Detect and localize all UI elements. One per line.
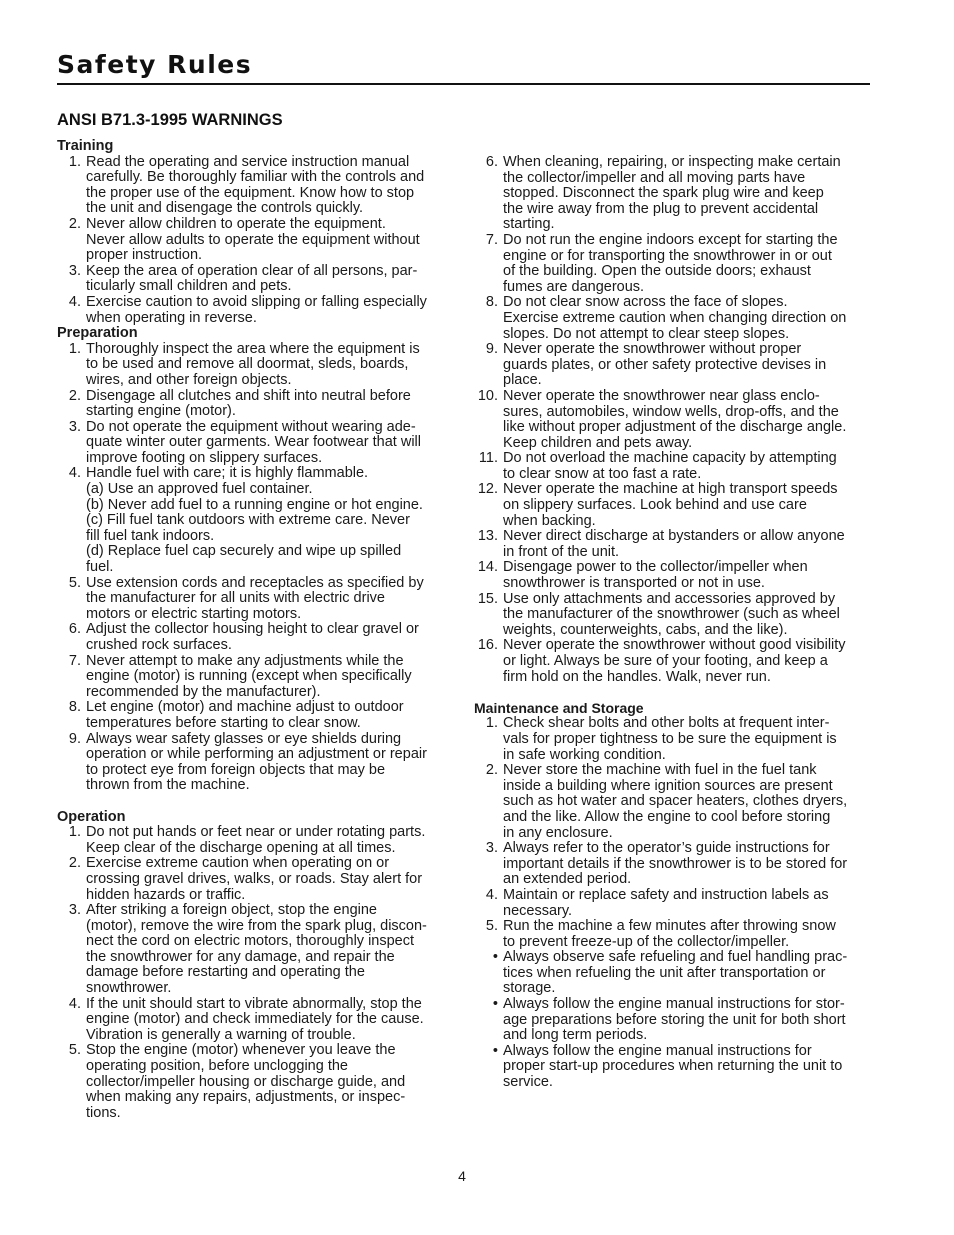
item-text	[503, 592, 874, 639]
item-line: Do not overload the machine capacity by attempting	[503, 450, 837, 467]
item-number: 3.	[68, 262, 81, 279]
item-line: the manufacturer of the snowthrower (such as wheel	[503, 606, 840, 623]
list-item	[474, 716, 874, 763]
item-line: Keep the area of operation clear of all persons, par-	[86, 262, 418, 279]
item-number: 2.	[68, 855, 81, 872]
item-line: when backing.	[503, 512, 596, 529]
item-line: Keep clear of the discharge opening at all times.	[86, 839, 396, 856]
list-item	[57, 903, 457, 997]
item-text	[503, 950, 874, 997]
item-line: Never operate the snowthrower near glass enclo-	[503, 387, 820, 404]
item-line: crushed rock surfaces.	[86, 637, 232, 653]
item-number: •	[492, 996, 498, 1013]
item-line: (a) Use an approved fuel container.	[86, 481, 313, 498]
item-line: to protect eye from foreign objects that may be	[86, 761, 386, 778]
item-line: Never operate the snowthrower without proper	[503, 341, 802, 358]
list-item	[474, 592, 874, 639]
item-text	[86, 1043, 457, 1121]
list-item	[57, 342, 457, 389]
item-line: tions.	[86, 1104, 121, 1121]
item-text	[86, 732, 457, 794]
list-item	[474, 342, 874, 389]
right-column	[474, 155, 874, 1091]
item-text	[503, 295, 874, 342]
list-item	[474, 451, 874, 482]
item-line: Let engine (motor) and machine adjust to outdoor	[86, 699, 404, 716]
item-line: fill fuel tank indoors.	[86, 527, 215, 544]
item-line: slopes. Do not attempt to clear steep slopes.	[503, 325, 790, 342]
item-line: (b) Never add fuel to a running engine or hot engine.	[86, 496, 423, 513]
item-line: snowthrower.	[86, 980, 172, 997]
list-item	[57, 155, 457, 217]
item-text	[86, 997, 457, 1044]
item-number: 8.	[485, 294, 498, 311]
section-title: ANSI B71.3-1995 WARNINGS	[57, 111, 283, 129]
item-line: the proper use of the equipment. Know how to stop	[86, 184, 415, 201]
item-line: and the like. Allow the engine to cool before storing	[503, 808, 831, 825]
item-number: 4.	[68, 995, 81, 1012]
item-line: hidden hazards or traffic.	[86, 886, 246, 903]
page-title: Safety Rules	[57, 50, 253, 79]
item-line: operating position, before unclogging the	[86, 1058, 348, 1075]
item-text	[503, 155, 874, 233]
item-line: vals for proper tightness to be sure the equipment is	[503, 730, 837, 747]
maintenance-heading: Maintenance and Storage	[474, 699, 644, 716]
item-line: (motor), remove the wire from the spark plug, discon-	[86, 917, 427, 934]
item-line: Never operate the snowthrower without good visibility	[503, 637, 846, 654]
item-number: 3.	[68, 902, 81, 919]
item-line: on slippery surfaces. Look behind and use care	[503, 497, 807, 514]
item-number: 4.	[485, 886, 498, 903]
item-line: Maintain or replace safety and instruction labels as	[503, 886, 829, 903]
item-line: starting engine (motor).	[86, 403, 236, 420]
item-text	[86, 420, 457, 467]
list-item	[57, 1043, 457, 1121]
list-item	[474, 482, 874, 529]
item-number: 4.	[68, 465, 81, 482]
item-line: Use extension cords and receptacles as specified by	[86, 574, 424, 591]
left-column	[57, 139, 457, 1121]
item-line: tices when refueling the unit after transportation or	[503, 964, 826, 981]
item-line: crossing gravel drives, walks, or roads. Stay alert for	[86, 870, 423, 887]
item-number: •	[492, 1042, 498, 1059]
list-item	[57, 295, 457, 326]
list-item	[474, 155, 874, 233]
training-list	[57, 155, 457, 327]
item-line: Always follow the engine manual instructions for	[503, 1042, 812, 1059]
item-text	[86, 622, 457, 653]
item-line: the manufacturer for all units with electric drive	[86, 590, 385, 607]
item-line: to be used and remove all doormat, sleds, boards,	[86, 356, 409, 373]
item-line: Disengage all clutches and shift into neutral before	[86, 387, 411, 404]
list-item	[474, 295, 874, 342]
item-number: •	[492, 949, 498, 966]
item-line: thrown from the machine.	[86, 777, 250, 794]
item-line: Read the operating and service instruction manual	[86, 153, 410, 170]
item-number: 5.	[68, 1042, 81, 1059]
item-line: (d) Replace fuel cap securely and wipe up spilled	[86, 543, 402, 560]
item-line: Handle fuel with care; it is highly flammable.	[86, 465, 369, 482]
item-line: Adjust the collector housing height to clear gravel or	[86, 621, 419, 638]
list-item	[474, 950, 874, 997]
item-line: Do not run the engine indoors except for starting the	[503, 231, 838, 248]
item-line: fumes are dangerous.	[503, 278, 645, 295]
item-line: in any enclosure.	[503, 824, 613, 841]
list-item	[474, 888, 874, 919]
item-line: or light. Always be sure of your footing, and keep a	[503, 653, 828, 669]
list-item	[474, 841, 874, 888]
item-line: motors or electric starting motors.	[86, 605, 302, 622]
item-number: 5.	[68, 574, 81, 591]
item-line: engine or for transporting the snowthrower in or out	[503, 247, 832, 264]
item-line: ticularly small children and pets.	[86, 278, 292, 295]
item-text	[86, 700, 457, 731]
item-number: 1.	[68, 824, 81, 841]
list-item	[57, 622, 457, 653]
item-line: the wire away from the plug to prevent accidental	[503, 200, 819, 217]
item-line: service.	[503, 1074, 553, 1091]
training-heading: Training	[57, 138, 114, 154]
item-number: 1.	[68, 153, 81, 170]
item-line: fuel.	[86, 559, 114, 576]
item-line: collector/impeller housing or discharge guide, and	[86, 1073, 406, 1090]
item-number: 10.	[477, 387, 498, 404]
item-line: After striking a foreign object, stop the engine	[86, 902, 377, 919]
item-line: Never direct discharge at bystanders or allow anyone	[503, 528, 845, 545]
item-line: Do not operate the equipment without wearing ade-	[86, 418, 416, 435]
item-line: Always refer to the operator’s guide instructions for	[503, 840, 830, 857]
operation-heading: Operation	[57, 808, 126, 825]
item-line: weights, counterweights, cabs, and the like).	[503, 621, 788, 638]
spacer	[57, 794, 457, 810]
item-line: Exercise extreme caution when changing direction on	[503, 309, 847, 326]
item-line: When cleaning, repairing, or inspecting make certain	[503, 154, 841, 170]
item-text	[503, 1044, 874, 1091]
list-item	[57, 576, 457, 623]
item-text	[503, 451, 874, 482]
item-number: 14.	[477, 559, 498, 576]
list-item	[57, 856, 457, 903]
item-text	[503, 888, 874, 919]
item-text	[503, 560, 874, 591]
item-line: (c) Fill fuel tank outdoors with extreme care. Never	[86, 512, 410, 529]
list-item	[57, 654, 457, 701]
item-line: firm hold on the handles. Walk, never run.	[503, 668, 771, 685]
item-number: 12.	[477, 481, 498, 498]
item-line: Never operate the machine at high transport speeds	[503, 481, 838, 498]
item-line: nect the cord on electric motors, thoroughly inspect	[86, 933, 415, 950]
preparation-heading: Preparation	[57, 325, 138, 342]
item-text	[503, 919, 874, 950]
spacer	[474, 685, 874, 701]
item-line: Always wear safety glasses or eye shields during	[86, 730, 402, 747]
item-text	[503, 482, 874, 529]
item-line: storage.	[503, 980, 556, 997]
item-line: important details if the snowthrower is to be stored for	[503, 855, 848, 872]
item-line: Disengage power to the collector/impeller when	[503, 559, 808, 576]
item-number: 2.	[68, 215, 81, 232]
list-item	[474, 233, 874, 295]
item-text	[86, 264, 457, 295]
item-text	[86, 389, 457, 420]
item-line: such as hot water and spacer heaters, clothes dryers,	[503, 793, 848, 810]
item-text	[86, 825, 457, 856]
item-number: 2.	[68, 387, 81, 404]
page-number: 4	[458, 1168, 466, 1184]
item-number: 5.	[485, 918, 498, 935]
item-line: of the building. Open the outside doors; exhaust	[503, 263, 811, 280]
preparation-list	[57, 342, 457, 794]
list-item	[57, 217, 457, 264]
item-text	[86, 342, 457, 389]
item-line: snowthrower is transported or not in use.	[503, 575, 765, 592]
item-line: temperatures before starting to clear snow.	[86, 714, 361, 731]
item-line: Always observe safe refueling and fuel handling prac-	[503, 949, 848, 966]
item-line: Do not put hands or feet near or under rotating parts.	[86, 824, 426, 841]
item-text	[503, 763, 874, 841]
item-line: starting.	[503, 216, 555, 233]
item-line: the unit and disengage the controls quickly.	[86, 200, 364, 217]
item-number: 8.	[68, 699, 81, 716]
item-text	[503, 638, 874, 685]
item-line: and long term periods.	[503, 1027, 648, 1044]
item-line: in safe working condition.	[503, 746, 666, 763]
item-number: 3.	[485, 840, 498, 857]
list-item	[474, 997, 874, 1044]
item-text	[86, 217, 457, 264]
item-line: when making any repairs, adjustments, or inspec-	[86, 1089, 406, 1106]
operation-list-part2	[474, 155, 874, 685]
title-rule	[57, 83, 870, 85]
item-number: 9.	[68, 730, 81, 747]
item-line: place.	[503, 372, 542, 389]
item-line: the collector/impeller and all moving parts have	[503, 169, 806, 186]
maintenance-list	[474, 716, 874, 1090]
item-line: Stop the engine (motor) whenever you leave the	[86, 1042, 396, 1059]
item-line: recommended by the manufacturer).	[86, 683, 321, 700]
item-text	[86, 856, 457, 903]
item-number: 2.	[485, 762, 498, 779]
list-item	[474, 529, 874, 560]
item-line: to clear snow at too fast a rate.	[503, 465, 702, 482]
list-item	[57, 997, 457, 1044]
item-line: operation or while performing an adjustment or repair	[86, 746, 427, 763]
item-text	[86, 466, 457, 575]
item-line: If the unit should start to vibrate abnormally, stop the	[86, 995, 422, 1012]
item-number: 1.	[68, 340, 81, 357]
item-number: 7.	[68, 652, 81, 669]
item-number: 15.	[477, 590, 498, 607]
item-text	[86, 576, 457, 623]
item-line: an extended period.	[503, 871, 632, 888]
item-number: 9.	[485, 341, 498, 358]
item-line: carefully. Be thoroughly familiar with the controls and	[86, 169, 425, 186]
list-item	[57, 732, 457, 794]
item-text	[86, 155, 457, 217]
item-line: Use only attachments and accessories approved by	[503, 590, 836, 607]
item-text	[503, 233, 874, 295]
item-line: Never store the machine with fuel in the fuel tank	[503, 762, 817, 779]
item-line: Never attempt to make any adjustments while the	[86, 652, 404, 669]
item-line: Vibration is generally a warning of trouble.	[86, 1026, 356, 1043]
item-line: Check shear bolts and other bolts at frequent inter-	[503, 715, 830, 732]
item-line: proper start-up procedures when returning the unit to	[503, 1058, 843, 1075]
list-item	[474, 560, 874, 591]
item-number: 6.	[68, 621, 81, 638]
item-number: 3.	[68, 418, 81, 435]
item-line: Run the machine a few minutes after throwing snow	[503, 918, 836, 935]
item-line: like without proper adjustment of the discharge angle.	[503, 419, 847, 436]
item-number: 11.	[478, 450, 498, 467]
item-line: age preparations before storing the unit for both short	[503, 1011, 846, 1028]
item-line: stopped. Disconnect the spark plug wire and keep	[503, 185, 824, 202]
operation-list-part1	[57, 825, 457, 1121]
item-line: when operating in reverse.	[86, 309, 257, 326]
item-line: wires, and other foreign objects.	[86, 371, 292, 388]
item-line: proper instruction.	[86, 247, 203, 264]
item-line: the snowthrower for any damage, and repair the	[86, 948, 395, 965]
item-line: to prevent freeze-up of the collector/impeller.	[503, 933, 790, 950]
item-text	[503, 389, 874, 451]
list-item	[57, 466, 457, 575]
list-item	[57, 389, 457, 420]
item-line: Keep children and pets away.	[503, 434, 693, 451]
item-number: 16.	[477, 637, 498, 654]
item-line: Always follow the engine manual instructions for stor-	[503, 996, 845, 1013]
item-line: necessary.	[503, 902, 573, 919]
item-line: Never allow adults to operate the equipment without	[86, 231, 420, 248]
list-item	[57, 825, 457, 856]
list-item	[474, 919, 874, 950]
list-item	[474, 1044, 874, 1091]
item-line: sures, automobiles, window wells, drop-offs, and the	[503, 403, 839, 420]
item-line: Never allow children to operate the equipment.	[86, 215, 386, 232]
list-item	[57, 420, 457, 467]
item-number: 4.	[68, 293, 81, 310]
item-number: 13.	[477, 528, 498, 545]
item-line: engine (motor) is running (except when specifically	[86, 668, 412, 685]
item-text	[503, 997, 874, 1044]
item-number: 7.	[485, 231, 498, 248]
item-text	[86, 903, 457, 997]
list-item	[474, 389, 874, 451]
item-text	[503, 342, 874, 389]
item-line: Exercise extreme caution when operating on or	[86, 855, 390, 872]
item-text	[503, 529, 874, 560]
item-line: Exercise caution to avoid slipping or falling especially	[86, 293, 427, 310]
item-number: 6.	[485, 154, 498, 170]
list-item	[474, 638, 874, 685]
item-text	[86, 654, 457, 701]
item-line: improve footing on slippery surfaces.	[86, 449, 323, 466]
item-text	[503, 716, 874, 763]
item-text	[86, 295, 457, 326]
item-line: inside a building where ignition sources are present	[503, 777, 833, 794]
list-item	[474, 763, 874, 841]
item-text	[503, 841, 874, 888]
list-item	[57, 264, 457, 295]
item-line: guards plates, or other safety protective devises in	[503, 356, 827, 373]
item-number: 1.	[485, 715, 498, 732]
item-line: in front of the unit.	[503, 543, 620, 560]
item-line: Thoroughly inspect the area where the equipment is	[86, 340, 420, 357]
item-line: quate winter outer garments. Wear footwear that will	[86, 434, 422, 451]
item-line: Do not clear snow across the face of slopes.	[503, 294, 788, 311]
item-line: engine (motor) and check immediately for the cause.	[86, 1011, 424, 1028]
list-item	[57, 700, 457, 731]
item-line: damage before restarting and operating the	[86, 964, 365, 981]
